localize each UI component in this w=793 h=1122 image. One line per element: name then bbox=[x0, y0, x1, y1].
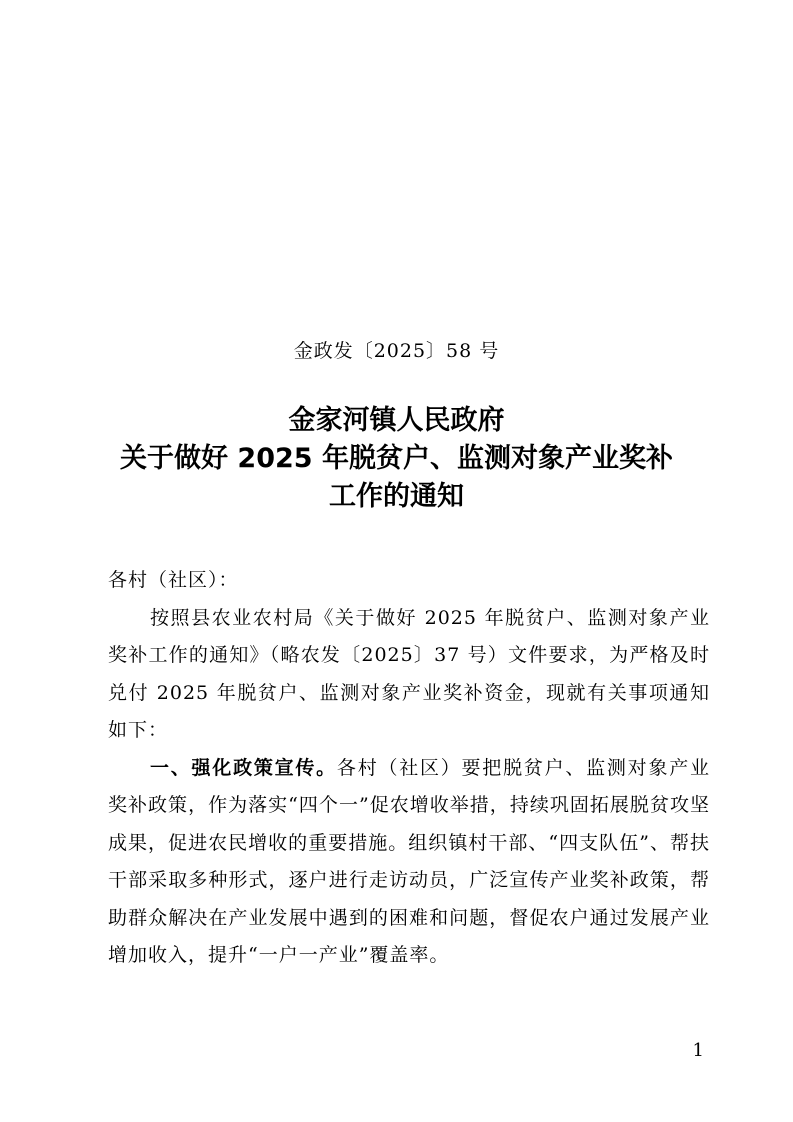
salutation: 各村（社区）： bbox=[108, 569, 239, 591]
paragraph-intro bbox=[108, 600, 710, 750]
title-line: 工作的通知 bbox=[329, 481, 464, 512]
document-number: 金政发〔2025〕58 号 bbox=[293, 340, 500, 362]
title-line: 金家河镇人民政府 bbox=[288, 405, 505, 436]
page-number: 1 bbox=[692, 1040, 704, 1061]
title-line: 关于做好 2025 年脱贫户、监测对象产业奖补 bbox=[120, 443, 673, 474]
paragraph-section-1 bbox=[108, 750, 710, 975]
document-body bbox=[108, 562, 710, 975]
document-title bbox=[0, 402, 793, 516]
section-heading: 一、强化政策宣传。 bbox=[150, 756, 337, 779]
paragraph-text: 各村（社区）要把脱贫户、监测对象产业奖补政策，作为落实“四个一”促农增收举措，持续巩固拓展脱贫攻坚成果，促进农民增收的重要措施。组织镇村干部、“四支队伍”、帮扶干部采取多种形式，逐户进行走访动员，广泛宣传产业奖补政策，帮助群众解决在产业发展中遇到的困难和问题，督促农户通过发展产业增加收入，提升“一户一产业”覆盖率。 bbox=[108, 756, 710, 966]
paragraph-text: 按照县农业农村局《关于做好 2025 年脱贫户、监测对象产业奖补工作的通知》（略农发〔2025〕37 号）文件要求，为严格及时兑付 2025 年脱贫户、监测对象产业奖补资金，现就有关事项通知如下： bbox=[108, 606, 710, 741]
